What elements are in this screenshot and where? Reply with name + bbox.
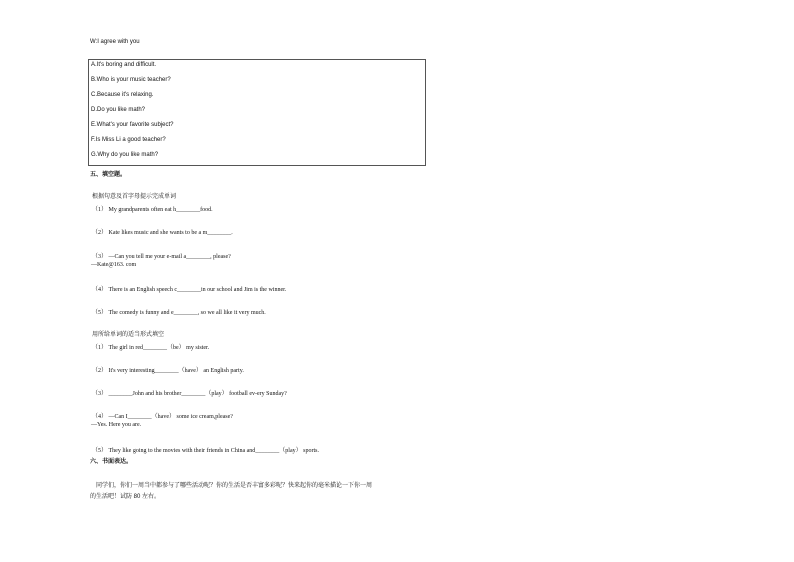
options-box bbox=[88, 59, 426, 166]
part1-item-3: （3） —Can you tell me your e-mail a________, please? bbox=[92, 254, 231, 260]
part2-item-1: （1） The girl in red________（be） my sister. bbox=[92, 345, 210, 351]
part2-item-4: （4） —Can I________（have） some ice cream,please? bbox=[92, 414, 233, 420]
option-c: C.Because it's relaxing. bbox=[91, 92, 154, 98]
option-g: G.Why do you like math? bbox=[91, 152, 159, 158]
part2-instruction: 用所给单词的适当形式填空 bbox=[92, 332, 165, 338]
part1-item-2: （2） Kate likes music and she wants to be a m________. bbox=[92, 230, 233, 236]
option-e: E.What's your favorite subject? bbox=[91, 122, 174, 128]
part1-item-4: （4） There is an English speech c________in our school and Jim is the winner. bbox=[92, 287, 287, 293]
dialog-line-w: W:I agree with you bbox=[90, 39, 140, 45]
section5-title: 五、填空题。 bbox=[90, 172, 127, 178]
option-a: A.It's boring and difficult. bbox=[91, 62, 157, 68]
part2-item-2: （2） It's very interesting________（have） an English party. bbox=[92, 368, 244, 374]
section6-title: 六、书面表达。 bbox=[90, 459, 133, 465]
part2-item-5: （5） They like going to the movies with their friends in China and________（play） sports. bbox=[92, 448, 319, 454]
part2-item-4-answer: —Yes. Here you are. bbox=[91, 422, 142, 428]
writing-prompt-line-2: 的生活吧！试防 80 左右。 bbox=[90, 494, 161, 500]
option-f: F.Is Miss Li a good teacher? bbox=[91, 137, 166, 143]
part2-item-3: （3） ________John and his brother________（play） football ev-ery Sunday? bbox=[92, 391, 287, 397]
option-d: D.Do you like math? bbox=[91, 107, 146, 113]
writing-prompt-line-1: 同学们，你们一周当中都参与了哪些活动呢？你的生活是否丰富多彩呢？快来起你的毫米描论一下你一周 bbox=[96, 483, 373, 489]
option-b: B.Who is your music teacher? bbox=[91, 77, 171, 83]
part1-item-5: （5） The comedy is funny and e________, so we all like it very much. bbox=[92, 310, 266, 316]
part1-instruction: 根据句意及首字母提示完成单词 bbox=[92, 194, 177, 200]
part1-item-1: （1） My grandparents often eat h________food. bbox=[92, 207, 213, 213]
part1-item-3-answer: —Kate@163. com bbox=[91, 262, 137, 268]
